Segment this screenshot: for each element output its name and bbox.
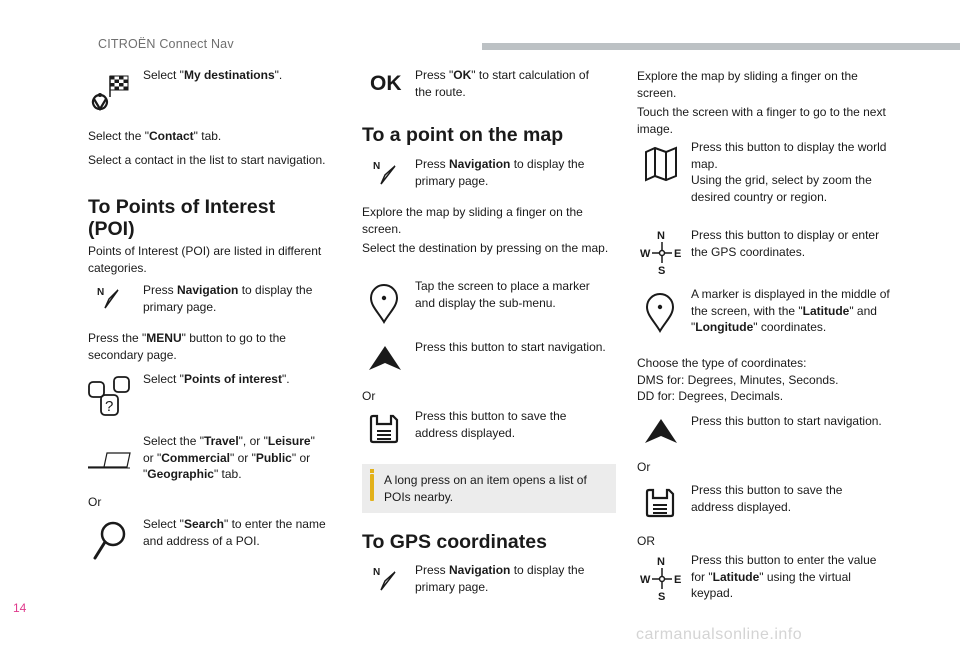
- select-contact-tab-text: Select the "Contact" tab.: [88, 129, 222, 143]
- document-header-title: CITROËN Connect Nav: [98, 37, 234, 51]
- press-navigation-text: Press Navigation to display the primary page.: [143, 283, 313, 314]
- compass-n-letter: N: [657, 230, 665, 242]
- press-ok-text: Press "OK" to start calculation of the route.: [415, 68, 589, 99]
- grid-zoom-text: Using the grid, select by zoom the desired country or region.: [691, 173, 872, 204]
- map-marker-icon: [645, 293, 675, 333]
- compass-n-letter: N: [97, 287, 105, 298]
- explore-map-text-2: Explore the map by sliding a finger on the screen.: [637, 69, 858, 100]
- press-menu-text: Press the "MENU" button to go to the secondary page.: [88, 331, 286, 362]
- select-contact-text: Select a contact in the list to start navigation.: [88, 153, 326, 167]
- compass-n-letter: N: [657, 556, 665, 568]
- info-note-text: A long press on an item opens a list of POIs nearby.: [384, 473, 587, 504]
- map-marker-icon: [369, 284, 399, 324]
- svg-text:?: ?: [105, 398, 114, 415]
- gps-heading: To GPS coordinates: [362, 531, 547, 553]
- info-icon: [370, 469, 374, 473]
- save-icon: [369, 414, 399, 444]
- my-destinations-text: Select "My destinations".: [143, 68, 283, 82]
- compass-s-letter: S: [658, 591, 666, 602]
- choose-type-text: Choose the type of coordinates:: [637, 356, 807, 370]
- start-navigation-icon: [368, 345, 402, 371]
- gps-coordinates-text: Press this button to display or enter the GPS coordinates.: [691, 228, 880, 259]
- tap-marker-text: Tap the screen to place a marker and display the sub-menu.: [415, 279, 590, 310]
- navigation-arrow-icon: [373, 566, 397, 594]
- marker-coordinates-text: A marker is displayed in the middle of the screen, with the "Latitude" and "Longitude" coordinates.: [691, 287, 890, 334]
- save-icon: [645, 488, 675, 518]
- start-navigation-icon: [644, 418, 678, 444]
- press-navigation-text-3: Press Navigation to display the primary page.: [415, 563, 585, 594]
- save-address-text-2: Press this button to save the address displayed.: [691, 483, 843, 514]
- select-tab-text: Select the "Travel", or "Leisure" or "Commercial" or "Public" or "Geographic" tab.: [143, 434, 315, 481]
- info-icon-bar: [370, 474, 374, 501]
- destination-flag-icon: [88, 75, 130, 111]
- dd-text: DD for: Degrees, Decimals.: [637, 389, 784, 403]
- page-number: 14: [13, 601, 27, 615]
- navigation-arrow-icon: [373, 160, 397, 188]
- world-map-icon: [644, 146, 678, 182]
- compass-s-letter: S: [658, 265, 666, 276]
- navigation-arrow-icon: [97, 286, 121, 312]
- select-poi-text: Select "Points of interest".: [143, 372, 290, 386]
- or-text: Or: [88, 495, 102, 509]
- save-address-text: Press this button to save the address displayed.: [415, 409, 567, 440]
- points-of-interest-icon: [88, 376, 132, 418]
- or-text-4: OR: [637, 534, 655, 548]
- or-text-3: Or: [637, 460, 651, 474]
- poi-intro-text: Points of Interest (POI) are listed in different categories.: [88, 244, 322, 275]
- compass-e-letter: E: [674, 574, 682, 586]
- dms-text: DMS for: Degrees, Minutes, Seconds.: [637, 373, 839, 387]
- ok-icon: OK: [370, 72, 402, 95]
- compass-n-letter: N: [373, 161, 381, 172]
- or-text-2: Or: [362, 389, 376, 403]
- enter-latitude-text: Press this button to enter the value for "Latitude" using the virtual keypad.: [691, 553, 877, 600]
- select-search-text: Select "Search" to enter the name and address of a POI.: [143, 517, 326, 548]
- search-icon: [92, 520, 128, 562]
- compass-gps-icon: [640, 554, 684, 602]
- compass-n-letter: N: [373, 567, 381, 578]
- watermark: carmanualsonline.info: [636, 626, 803, 643]
- world-map-text: Press this button to display the world map.: [691, 140, 887, 171]
- compass-gps-icon: [640, 228, 684, 276]
- touch-screen-text: Touch the screen with a finger to go to the next image.: [637, 105, 886, 136]
- start-navigation-text-2: Press this button to start navigation.: [691, 414, 882, 428]
- tabs-icon: [86, 448, 132, 470]
- poi-heading: To Points of Interest (POI): [88, 196, 276, 240]
- info-note: [362, 464, 616, 513]
- header-divider-bar: [482, 43, 960, 50]
- compass-w-letter: W: [640, 574, 651, 586]
- press-navigation-text-2: Press Navigation to display the primary page.: [415, 157, 585, 188]
- map-point-heading: To a point on the map: [362, 124, 564, 146]
- select-destination-text: Select the destination by pressing on the map.: [362, 241, 609, 255]
- start-navigation-text: Press this button to start navigation.: [415, 340, 606, 354]
- compass-e-letter: E: [674, 248, 682, 260]
- explore-map-text: Explore the map by sliding a finger on the screen.: [362, 205, 583, 236]
- compass-w-letter: W: [640, 248, 651, 260]
